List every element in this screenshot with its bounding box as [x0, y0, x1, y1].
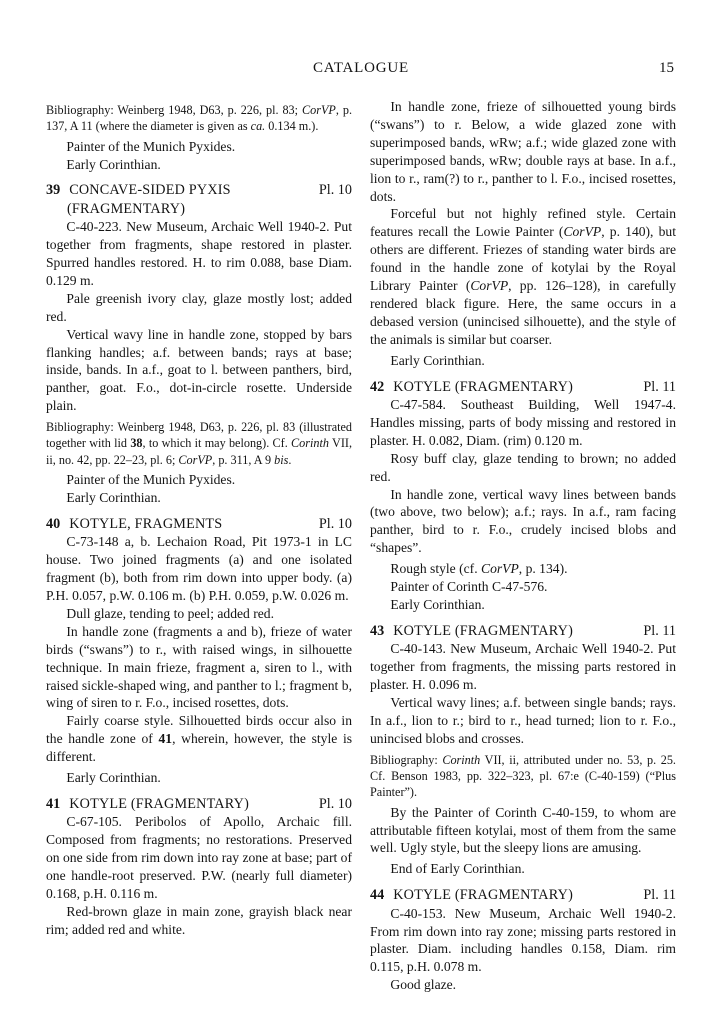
text-run: . — [288, 452, 292, 467]
attribution-block — [46, 769, 352, 787]
text-run: Bibliography: Weinberg 1948, D63, p. 226, pl. 83; — [46, 103, 302, 117]
text-columns — [46, 98, 676, 994]
text-run: C-40-143. New Museum, Archaic Well 1940-2. Put together from fragments, the missing parts restored in plaster. H. 0.096 m. — [370, 641, 676, 693]
attribution-block — [370, 560, 676, 614]
plate-reference: Pl. 11 — [643, 378, 676, 395]
attribution-line — [370, 560, 676, 578]
entry-heading-line — [46, 515, 352, 533]
plate-reference: Pl. 10 — [318, 795, 352, 812]
italic-run: CorVP — [302, 103, 336, 117]
body-paragraph — [46, 326, 352, 416]
text-run: , p. 311, A 9 — [212, 452, 275, 467]
text-run: Early Corinthian. — [66, 156, 161, 172]
text-run: Early Corinthian. — [390, 596, 485, 612]
entry-title: KOTYLE (FRAGMENTARY) — [393, 887, 573, 904]
entry-title: KOTYLE (FRAGMENTARY) — [69, 795, 249, 812]
attribution-block — [46, 471, 352, 507]
attribution-line — [370, 352, 676, 370]
italic-run: CorVP — [481, 561, 519, 577]
text-run: VII, ii, attributed under no. 53, p. 25. Cf. Benson 1983, pp. 322–323, pl. 67:e (C-40-159) (“Plus Painter”). — [370, 752, 676, 800]
page-number: 15 — [659, 60, 674, 76]
body-paragraph — [46, 903, 352, 939]
text-run: Fairly coarse style. Silhouetted birds occur also in the handle zone of — [46, 713, 352, 747]
attribution-line — [46, 138, 352, 156]
running-head — [46, 60, 676, 79]
text-run: C-47-584. Southeast Building, Well 1947-4. Handles missing, parts of body missing and restored in plaster. H. 0.082, Diam. (rim) 0.120 m. — [370, 397, 676, 448]
text-run: Vertical wavy lines; a.f. between single bands; rays. In a.f., lion to r.; bird to r., head turned; lion to r. F.o., unincised blobs and crosses. — [370, 695, 676, 746]
entry-heading — [370, 886, 676, 904]
entry-heading — [370, 378, 676, 396]
entry-number: 39 — [46, 182, 61, 199]
page-title: CATALOGUE — [313, 60, 409, 76]
bold-catalogue-ref: 41 — [158, 731, 173, 747]
attribution-line — [46, 489, 352, 507]
text-run: Red-brown glaze in main zone, grayish black near rim; added red and white. — [46, 903, 352, 937]
plate-reference: Pl. 10 — [318, 515, 352, 532]
text-run: 0.134 m.). — [265, 119, 319, 134]
bold-catalogue-ref: 38 — [130, 436, 143, 451]
text-run: Bibliography: Weinberg 1948, D63, p. 226, pl. 83 (illustrated together with lid — [46, 420, 352, 451]
entry-number: 41 — [46, 795, 61, 812]
plate-reference: Pl. 10 — [318, 182, 352, 199]
attribution-line — [370, 860, 676, 878]
entry-heading-line — [46, 795, 352, 813]
text-run: Forceful but not highly refined style. Certain features recall the Lowie Painter ( — [370, 206, 676, 240]
attribution-line — [46, 471, 352, 489]
text-run: End of Early Corinthian. — [390, 861, 525, 877]
text-run: Rosy buff clay, glaze tending to brown; no added red. — [370, 450, 676, 484]
entry-number: 42 — [370, 378, 385, 395]
entry-heading — [46, 515, 352, 533]
attribution-line — [46, 769, 352, 787]
entry-number: 40 — [46, 515, 61, 532]
body-paragraph — [370, 98, 676, 205]
italic-run: CorVP — [178, 452, 213, 467]
italic-run: Corinth — [442, 752, 481, 767]
text-run: C-67-105. Peribolos of Apollo, Archaic fill. Composed from fragments; no restorations. Preserved on one side from rim down into ray zone at base; part of one handle-root preserved. P.W. (nearly full diameter) 0.168, p.H. 0.116 m. — [46, 814, 352, 902]
entry-heading-line — [46, 181, 352, 199]
body-paragraph — [370, 205, 676, 348]
text-run: C-40-223. New Museum, Archaic Well 1940-2. Put together from fragments, shape restored in plaster. Spurred handles restored. H. to rim 0.088, base Diam. 0.129 m. — [46, 219, 352, 288]
text-run: Painter of the Munich Pyxides. — [66, 472, 236, 488]
body-paragraph — [370, 905, 676, 977]
text-run: , to which it may belong). Cf. — [142, 436, 292, 451]
entry-heading-line — [370, 378, 676, 396]
text-run: Rough style (cf. — [390, 561, 482, 577]
body-paragraph — [46, 712, 352, 766]
text-run: C-40-153. New Museum, Archaic Well 1940-2. From rim down into ray zone; missing parts restored in plaster. Diam. including handles 0.158, Diam. rim 0.115, p.H. 0.078 m. — [370, 905, 676, 975]
column-right — [370, 98, 676, 994]
text-run: In handle zone, vertical wavy lines between bands (two above, two below); a.f.; rays. In a.f., ram facing panther, bird to r. F.o., crudely incised blobs and “shapes”. — [370, 486, 676, 556]
text-run: Bibliography: — [370, 752, 443, 767]
text-run: In handle zone (fragments a and b), frieze of water birds (“swans”) to r., with raised wings, in silhouette technique. In main frieze, fragment a, siren to l., with raised sickle-shaped wing, and panther to l.; fragment b, wing of siren to r. F.o., incised rosettes, dots. — [46, 623, 352, 711]
attribution-block — [370, 352, 676, 370]
body-paragraph — [370, 450, 676, 486]
bibliography-paragraph — [46, 419, 352, 468]
entry-heading-left — [46, 181, 231, 199]
body-paragraph — [46, 813, 352, 903]
entry-title: KOTYLE (FRAGMENTARY) — [393, 622, 573, 639]
plate-reference: Pl. 11 — [643, 887, 676, 904]
attribution-line — [370, 578, 676, 596]
text-run: C-73-148 a, b. Lechaion Road, Pit 1973-1 in LC house. Two joined fragments (a) and one isolated fragment (b), both from rim down into upper body. (a) P.H. 0.057, p.W. 0.106 m. (b) P.H. 0.059, p.W. 0.026 m. — [46, 534, 352, 604]
italic-run: bis — [274, 452, 289, 467]
text-run: VII, ii, no. 42, pp. 22–23, pl. 6; — [46, 436, 353, 467]
entry-title: CONCAVE-SIDED PYXIS — [69, 182, 231, 199]
text-run: Pale greenish ivory clay, glaze mostly lost; added red. — [46, 290, 352, 324]
body-paragraph — [370, 976, 676, 994]
attribution-line — [46, 156, 352, 174]
column-left — [46, 98, 352, 994]
text-run: , p. 140), but others are different. Friezes of standing water birds are found in the handle zone of kotylai by the Royal Library Painter ( — [370, 224, 676, 294]
entry-heading-line — [370, 886, 676, 904]
text-run: , p. 137, A 11 (where the diameter is given as — [46, 103, 352, 134]
entry-number: 43 — [370, 622, 385, 639]
text-run: , p. 134). — [518, 561, 568, 577]
entry-heading-left — [46, 515, 222, 533]
entry-heading-left — [370, 622, 573, 640]
attribution-line — [370, 596, 676, 614]
bibliography-paragraph — [370, 752, 676, 801]
entry-heading — [46, 181, 352, 218]
entry-heading-line — [370, 622, 676, 640]
text-run: Early Corinthian. — [66, 489, 161, 505]
text-run: Early Corinthian. — [66, 770, 161, 786]
entry-heading — [370, 622, 676, 640]
body-paragraph — [370, 694, 676, 748]
text-run: , pp. 126–128), in carefully rendered black figure. Here, the same occurs in a debased version (unincised silhouette), and the style of the animals is similar but coarser. — [370, 278, 676, 347]
text-run: , wherein, however, the style is different. — [46, 731, 353, 765]
body-paragraph — [370, 640, 676, 694]
entry-number: 44 — [370, 887, 385, 904]
italic-run: ca. — [250, 119, 266, 134]
entry-title-continuation: (FRAGMENTARY) — [67, 200, 186, 217]
bibliography-paragraph — [46, 102, 352, 135]
body-paragraph — [46, 533, 352, 605]
body-paragraph — [370, 804, 676, 858]
body-paragraph — [370, 396, 676, 450]
text-run: Dull glaze, tending to peel; added red. — [66, 605, 275, 621]
entry-heading — [46, 795, 352, 813]
text-run: Vertical wavy line in handle zone, stopped by bars flanking handles; a.f. between bands; rays at base; inside, bands. In a.f., goat to l. between panthers, bird, panther, goat. F.o., dot-in-circle rosette. Underside plain. — [46, 326, 352, 414]
entry-heading-left — [370, 886, 573, 904]
text-run: By the Painter of Corinth C-40-159, to whom are attributable fifteen kotylai, most of them from the same well. Ugly style, but the sleepy lions are amusing. — [370, 804, 676, 856]
entry-title: KOTYLE, FRAGMENTS — [69, 515, 223, 532]
text-run: Good glaze. — [390, 977, 457, 993]
body-paragraph — [46, 605, 352, 623]
italic-run: CorVP — [563, 224, 602, 240]
italic-run: CorVP — [470, 278, 509, 294]
text-run: Painter of Corinth C-47-576. — [390, 579, 548, 595]
text-run: Painter of the Munich Pyxides. — [66, 138, 236, 154]
text-run: Early Corinthian. — [390, 352, 485, 368]
body-paragraph — [46, 218, 352, 290]
entry-heading-left — [46, 795, 249, 813]
body-paragraph — [370, 486, 676, 558]
attribution-block — [370, 860, 676, 878]
plate-reference: Pl. 11 — [643, 622, 676, 639]
entry-title: KOTYLE (FRAGMENTARY) — [393, 378, 573, 395]
attribution-block — [46, 138, 352, 174]
text-run: In handle zone, frieze of silhouetted young birds (“swans”) to r. Below, a wide glazed zone with superimposed bands, wRw; a.f.; wide glazed zone with superimposed bands, wRw; double rays at base. In a.f., lion to r., ram(?) to r., panther to l. F.o., incised rosettes, dots. — [370, 99, 676, 204]
body-paragraph — [46, 290, 352, 326]
body-paragraph — [46, 623, 352, 713]
entry-heading-left — [370, 378, 573, 396]
italic-run: Corinth — [291, 436, 329, 451]
